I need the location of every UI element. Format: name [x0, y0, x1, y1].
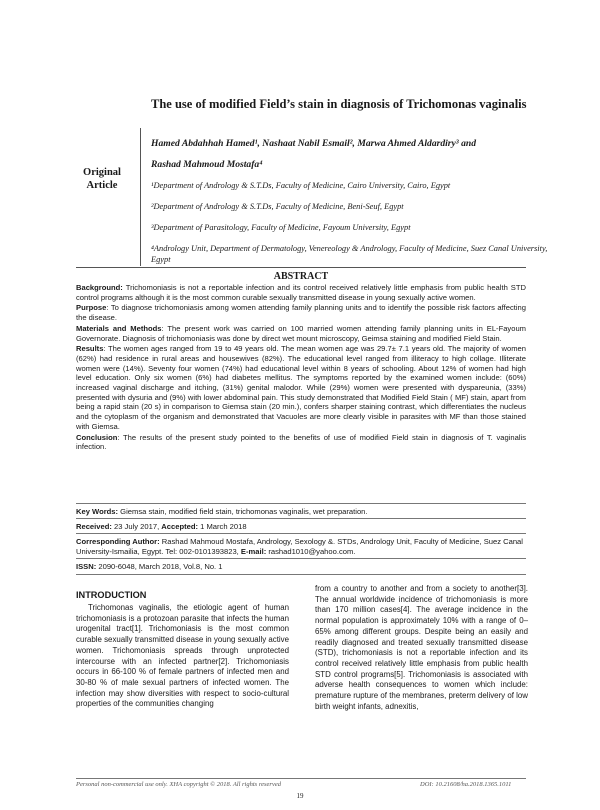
abstract-results: Results: The women ages ranged from 19 to 49 years old. The mean women age was 29.7± 7.1 years old. The majority of women (62%) had residence in rural areas and housewives (82%). The educational level ranged from illiteracy to high collage. Illiterate women were (14%). Seventy four women (74%) had educational level within 8 years of schooling. About 12% of women had high level education. Only six women (6%) had diabetes mellitus. The symptoms reported by the examined women include: (60%) increased vaginal discharge and itching, (31%) genital malodor. While (29%) women were presented with dyspareunia, (33%) presented with dysuria and (9%) with lower abdominal pain. This study demonstrated that Modified Field Stain ( MF) stain, apart from being a rapid stain (20 s) in comparison to Giemsa stain (20 min.), confers sharper staining contrast, which differentiates the nucleus and the cytoplasm of the organism and demonstrated that Vacuoles are more clearly visible in parasites with MF than those stained with Giemsa.: [76, 344, 526, 431]
abstract-background: Background: Trichomoniasis is not a reportable infection and its control received relatively little emphasis from public health STD control programs although it is the most common curable sexually transmitted disease in young sexually active women.: [76, 283, 526, 302]
issn: ISSN: 2090-6048, March 2018, Vol.8, No. 1: [76, 562, 223, 571]
header-divider-horizontal: [76, 267, 526, 268]
abstract-purpose: Purpose: To diagnose trichomoniasis among women attending family planning units and to identify the possible risk factors affecting the disease.: [76, 303, 526, 323]
header-divider-vertical: [140, 128, 141, 266]
intro-left-column: Trichomonas vaginalis, the etiologic agent of human trichomoniasis is a protozoan parasite that infects the human urogenital tract[1]. Trichomoniasis is the most common curable sexually transmitted disease in young sexually active women. Trichomoniasis spreads through unprotected intercourse with an infected partner[2]. Trichomoniasis occurs in 66-100 % of female partners of infected men and 30-80 % of male sexual partners of infected women. The infection may show diversities with respect to socio-cultural properties of the communities changing: [76, 603, 289, 709]
abstract-heading: ABSTRACT: [273, 271, 329, 282]
abstract-conclusion: Conclusion: The results of the present study pointed to the benefits of use of modified Field stain in diagnosis of T. vaginalis infection.: [76, 432, 526, 452]
page-number: 19: [296, 792, 304, 800]
divider: [76, 533, 526, 534]
article-type-label: Original Article: [83, 167, 121, 191]
author-list: [151, 133, 556, 175]
affiliations: [151, 180, 556, 275]
section-heading: INTRODUCTION: [76, 590, 147, 600]
abstract-methods: Materials and Methods: The present work was carried on 100 married women attending family planning units in EL-Fayoum Governorate. Diagnosis of trichomoniasis was done by direct wet mount microscopy, Geimsa staining and modified Field Stain.: [76, 323, 527, 343]
divider: [76, 558, 526, 559]
authors-line-2: Rashad Mahmoud Mostafa⁴: [151, 159, 263, 170]
intro-right-column: from a country to another and from a society to another[3]. The annual worldwide incidence of trichomoniasis is more than 170 million cases[4]. The average incidence in the normal population is approximately 10% with a range of 0–65% among different groups. Despite being an easily and readily diagnosed and treated sexually transmitted disease (STD), trichomoniasis is not a reportable infection and its control received relatively little emphasis from public health STD control programs[5]. Trichomoniasis is associated with adverse health consequences to women which include: premature rupture of the membranes, preterm delivery of low birth weight infants, adnexitis,: [315, 584, 528, 711]
footer-divider: [76, 778, 526, 779]
affiliation-2: ²Department of Andrology & S.T.Ds, Faculty of Medicine, Beni-Seuf, Egypt: [151, 202, 404, 211]
paper-title: The use of modified Field’s stain in diagnosis of Trichomonas vaginalis: [151, 97, 527, 111]
divider: [76, 574, 526, 575]
divider: [76, 518, 526, 519]
abstract-body: [76, 283, 526, 453]
authors-line-1: Hamed Abdahhah Hamed¹, Nashaat Nabil Esmail², Marwa Ahmed Aldardiry³ and: [151, 138, 477, 149]
affiliation-4: ⁴Andrology Unit, Department of Dermatology, Venereology & Andrology, Faculty of Medicine, Suez Canal University, Egypt: [151, 244, 548, 264]
received-accepted: Received: 23 July 2017, Accepted: 1 March 2018: [76, 522, 247, 531]
corresponding-author: Corresponding Author: Rashad Mahmoud Mostafa, Andrology, Sexology &. STDs, Andrology Unit, Faculty of Medicine, Suez Canal University-Ismailia, Egypt. Tel: 002-0101393823, E-mail: rashad1010@yahoo.com.: [76, 537, 523, 556]
doi: DOI: 10.21608/ha.2018.1365.1011: [420, 781, 512, 788]
affiliation-1: ¹Department of Andrology & S.T.Ds, Faculty of Medicine, Cairo University, Cairo, Egypt: [151, 181, 451, 190]
keywords: Key Words: Giemsa stain, modified field stain, trichomonas vaginalis, wet preparation.: [76, 507, 368, 516]
divider: [76, 503, 526, 504]
copyright-notice: Personal non-commercial use only. XHA copyright © 2018. All rights reserved: [76, 781, 281, 788]
affiliation-3: ³Department of Parasitology, Faculty of Medicine, Fayoum University, Egypt: [151, 223, 411, 232]
